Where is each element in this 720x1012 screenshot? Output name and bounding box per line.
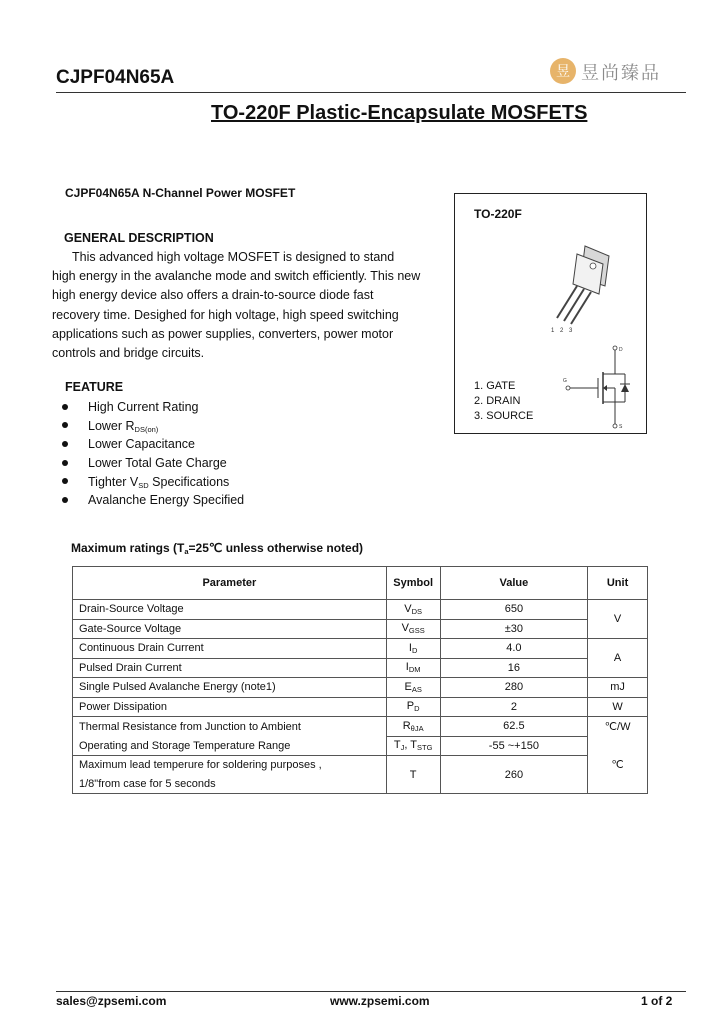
source-label: S xyxy=(619,424,623,430)
document-title: TO-220F Plastic-Encapsulate MOSFETS xyxy=(211,102,588,124)
symbol-cell xyxy=(386,639,440,659)
table-row xyxy=(73,600,648,620)
feature-text-post: Specifications xyxy=(148,474,230,489)
symbol-cell xyxy=(386,736,440,756)
param-cell: Pulsed Drain Current xyxy=(73,658,387,678)
device-subtitle: CJPF04N65A N-Channel Power MOSFET xyxy=(65,186,296,200)
ratings-table xyxy=(72,566,648,794)
table-row xyxy=(73,678,648,698)
symbol-cell xyxy=(386,717,440,737)
bullet-icon xyxy=(62,497,68,503)
table-row xyxy=(73,658,648,678)
table-header-row xyxy=(73,567,648,600)
drain-label: D xyxy=(619,347,623,353)
value-cell: 62.5 xyxy=(440,717,587,737)
mosfet-schematic-icon xyxy=(563,344,645,430)
symbol-text: R xyxy=(402,719,411,732)
pin-drain: 2. DRAIN xyxy=(474,395,521,407)
footer-email[interactable]: sales@zpsemi.com xyxy=(56,994,167,1008)
symbol-subscript: GSS xyxy=(408,626,425,636)
symbol-text: E xyxy=(404,680,412,693)
header-divider xyxy=(56,92,686,93)
ratings-heading xyxy=(71,541,363,556)
pin-label: 3 xyxy=(569,328,573,334)
page-number: 1 of 2 xyxy=(641,994,673,1008)
bullet-icon xyxy=(62,404,68,410)
param-line: Maximum lead temperure for soldering purposes , xyxy=(79,759,322,771)
ratings-heading-text-post: =25℃ unless otherwise noted) xyxy=(188,541,364,555)
part-number: CJPF04N65A xyxy=(56,67,175,88)
value-cell: 2 xyxy=(440,697,587,717)
description-line: applications such as power supplies, converters, power motor xyxy=(52,326,394,341)
symbol-cell xyxy=(386,658,440,678)
table-row xyxy=(73,697,648,717)
table-row xyxy=(73,639,648,659)
column-header-symbol: Symbol xyxy=(386,567,440,600)
pin-list xyxy=(474,379,533,424)
ratings-heading-subscript: a xyxy=(184,547,189,556)
column-header-unit: Unit xyxy=(588,567,648,600)
gate-label: G xyxy=(563,378,567,384)
logo-text: 昱尚臻品 xyxy=(581,63,661,83)
unit-cell: V xyxy=(588,600,648,639)
param-cell: Power Dissipation xyxy=(73,697,387,717)
symbol-cell xyxy=(386,678,440,698)
pin-label: 2 xyxy=(560,328,564,334)
symbol-subscript: θJA xyxy=(410,723,424,733)
pin-source: 3. SOURCE xyxy=(474,410,534,422)
symbol-subscript: D xyxy=(414,704,420,714)
table-row xyxy=(73,756,648,794)
symbol-subscript: J xyxy=(400,743,405,753)
table-row xyxy=(73,717,648,737)
value-cell: 650 xyxy=(440,600,587,620)
param-cell: Continuous Drain Current xyxy=(73,639,387,659)
package-box xyxy=(454,193,647,434)
symbol-subscript: D xyxy=(411,645,418,655)
description-line: recovery time. Desighed for high voltage, high speed switching xyxy=(52,307,399,322)
value-cell: 16 xyxy=(440,658,587,678)
feature-item xyxy=(62,398,244,417)
param-cell: Drain-Source Voltage xyxy=(73,600,387,620)
param-line: 1/8"from case for 5 seconds xyxy=(79,777,216,790)
value-cell: -55 ~+150 xyxy=(440,736,587,756)
symbol-text: T xyxy=(393,739,401,752)
feature-item xyxy=(62,435,244,454)
ratings-heading-text: Maximum ratings (T xyxy=(71,541,185,555)
feature-text: High Current Rating xyxy=(88,400,199,414)
footer-website[interactable]: www.zpsemi.com xyxy=(330,994,430,1008)
feature-subscript: SD xyxy=(138,480,149,490)
symbol-text: V xyxy=(404,602,412,615)
symbol-cell xyxy=(386,697,440,717)
description-line: high energy device also offers a drain-to-source diode fast xyxy=(52,288,374,303)
value-cell: 280 xyxy=(440,678,587,698)
symbol-cell xyxy=(386,619,440,639)
feature-item xyxy=(62,491,244,510)
symbol-subscript-2: STG xyxy=(417,743,433,753)
bullet-icon xyxy=(62,460,68,466)
footer-divider xyxy=(56,991,686,992)
unit-cell: A xyxy=(588,639,648,678)
value-cell: 4.0 xyxy=(440,639,587,659)
value-cell: ±30 xyxy=(440,619,587,639)
feature-text: Lower Capacitance xyxy=(88,437,196,452)
general-description-body xyxy=(52,248,437,363)
value-cell: 260 xyxy=(440,756,587,794)
table-row xyxy=(73,736,648,756)
symbol-text: I xyxy=(408,641,412,654)
pin-label: 1 xyxy=(551,328,555,334)
logo-mark-icon xyxy=(549,57,579,85)
symbol-text: I xyxy=(405,661,409,674)
param-cell: Thermal Resistance from Junction to Ambient xyxy=(73,717,387,737)
logo-mark-text: 昱 xyxy=(556,64,570,80)
symbol-cell xyxy=(386,600,440,620)
param-cell: Operating and Storage Temperature Range xyxy=(73,736,387,756)
pin-gate: 1. GATE xyxy=(474,380,516,392)
symbol-subscript: DS xyxy=(411,606,423,616)
symbol-subscript: DM xyxy=(408,665,421,675)
feature-text: Tighter V xyxy=(88,474,139,489)
unit-cell: ℃ xyxy=(588,736,648,794)
description-line: controls and bridge circuits. xyxy=(52,346,205,361)
unit-cell: mJ xyxy=(588,678,648,698)
symbol-cell: T xyxy=(386,756,440,794)
table-row xyxy=(73,619,648,639)
symbol-text-2: , T xyxy=(404,739,418,752)
bullet-icon xyxy=(62,441,68,447)
symbol-subscript: AS xyxy=(411,684,422,694)
package-name: TO-220F xyxy=(474,207,522,221)
feature-text: Avalanche Energy Specified xyxy=(88,493,245,508)
description-line: high energy in the avalanche mode and switch efficiently. This new xyxy=(52,269,421,284)
feature-item xyxy=(62,454,244,473)
unit-cell: W xyxy=(588,697,648,717)
feature-item xyxy=(62,417,244,436)
bullet-icon xyxy=(62,422,68,428)
symbol-text: V xyxy=(401,622,409,635)
feature-item xyxy=(62,473,244,492)
to220f-package-icon xyxy=(547,242,617,334)
unit-cell: ℃/W xyxy=(588,717,648,737)
description-line: This advanced high voltage MOSFET is designed to stand xyxy=(72,250,395,264)
param-cell xyxy=(73,756,387,794)
symbol-text: P xyxy=(406,700,415,713)
feature-text: Lower R xyxy=(88,418,135,433)
feature-list xyxy=(62,398,244,510)
feature-text: Lower Total Gate Charge xyxy=(88,456,227,471)
company-logo xyxy=(549,57,681,85)
general-description-heading: GENERAL DESCRIPTION xyxy=(64,231,214,245)
column-header-parameter: Parameter xyxy=(73,567,387,600)
feature-heading: FEATURE xyxy=(65,380,124,394)
bullet-icon xyxy=(62,478,68,484)
param-cell: Gate-Source Voltage xyxy=(73,619,387,639)
feature-subscript: DS(on) xyxy=(134,424,159,434)
column-header-value: Value xyxy=(440,567,587,600)
param-cell: Single Pulsed Avalanche Energy (note1) xyxy=(73,678,387,698)
